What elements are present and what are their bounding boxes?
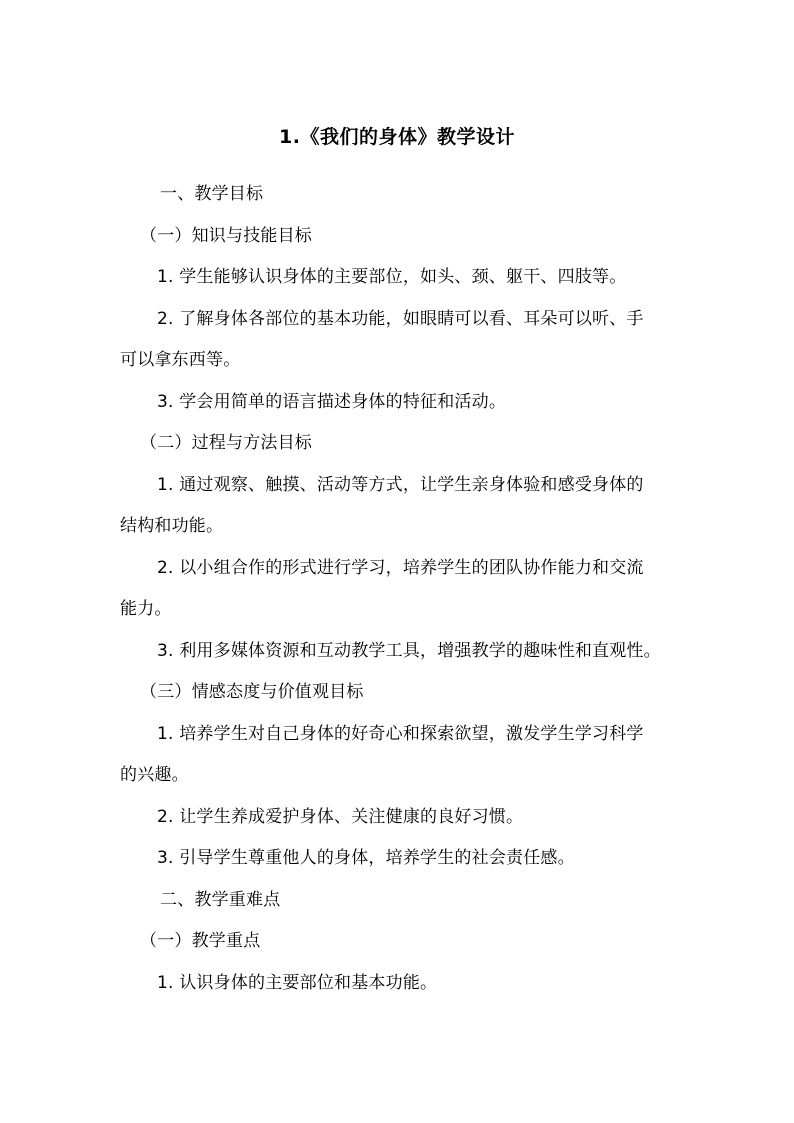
paragraph-line: 结构和功能。 <box>120 516 224 536</box>
paragraph-line: 3. 引导学生尊重他人的身体，培养学生的社会责任感。 <box>157 848 575 868</box>
section-heading: 二、教学重难点 <box>160 890 281 910</box>
paragraph-line: 1. 培养学生对自己身体的好奇心和探索欲望，激发学生学习科学 <box>157 724 644 744</box>
paragraph-line: 1. 通过观察、触摸、活动等方式，让学生亲身体验和感受身体的 <box>157 475 644 495</box>
paragraph-line: 2. 了解身体各部位的基本功能，如眼睛可以看、耳朵可以听、手 <box>157 309 644 329</box>
paragraph-line: 3. 利用多媒体资源和互动教学工具，增强教学的趣味性和直观性。 <box>157 641 661 661</box>
paragraph-line: 2. 让学生养成爱护身体、关注健康的良好习惯。 <box>157 807 524 827</box>
document-title: 1.《我们的身体》教学设计 <box>279 126 515 148</box>
subsection-heading: （一）教学重点 <box>140 931 261 951</box>
paragraph-line: 3. 学会用简单的语言描述身体的特征和活动。 <box>157 392 507 412</box>
subsection-heading: （二）过程与方法目标 <box>140 433 312 453</box>
paragraph-line: 的兴趣。 <box>120 765 189 785</box>
paragraph-line: 能力。 <box>120 599 172 619</box>
paragraph-line: 2. 以小组合作的形式进行学习，培养学生的团队协作能力和交流 <box>157 558 644 578</box>
paragraph-line: 1. 认识身体的主要部位和基本功能。 <box>157 973 438 993</box>
paragraph-line: 可以拿东西等。 <box>120 350 241 370</box>
subsection-heading: （一）知识与技能目标 <box>140 226 312 246</box>
subsection-heading: （三）情感态度与价值观目标 <box>140 682 364 702</box>
section-heading: 一、教学目标 <box>160 184 264 204</box>
paragraph-line: 1. 学生能够认识身体的主要部位，如头、颈、躯干、四肢等。 <box>157 267 627 287</box>
